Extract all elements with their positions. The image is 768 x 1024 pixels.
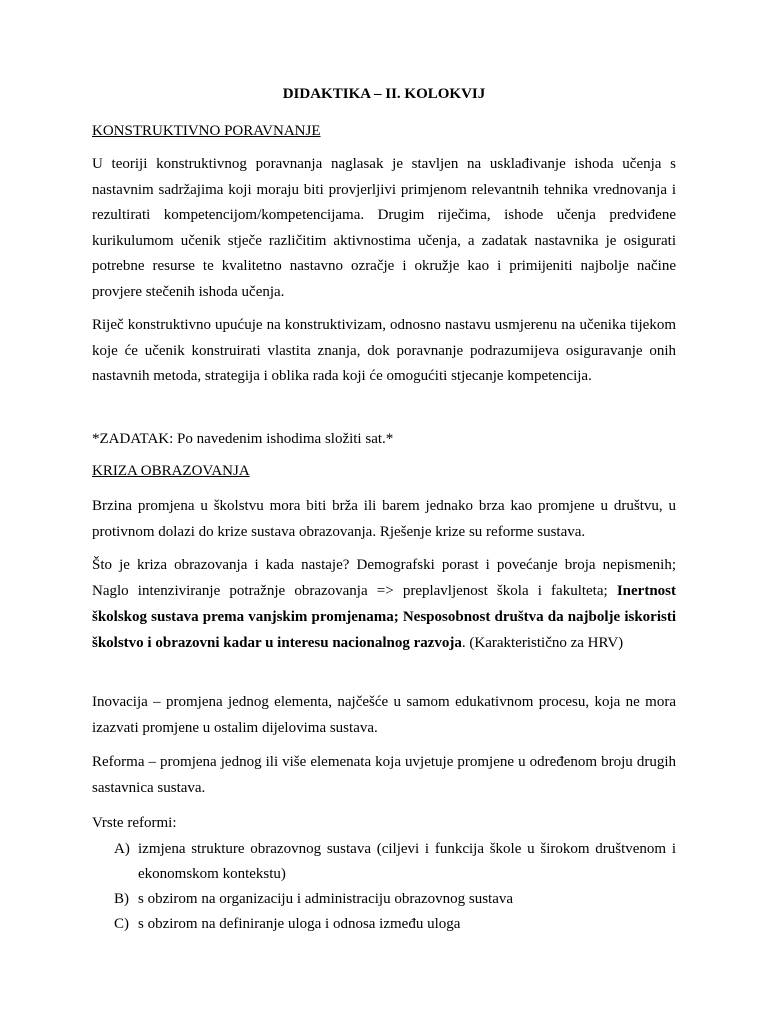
- paragraph-konstruktivno-poravnanje-1: U teoriji konstruktivnog poravnanja naglasak je stavljen na usklađivanje ishoda učenja s nastavnim sadržajima koji moraju biti provjerljivi primjenom relevantnih tehnika vrednovanja i rezultirati kompetencijom/kompetencijama. Drugim riječima, ishode učenja predviđene kurikulumom učenik stječe različitim aktivnostima učenja, a zadatak nastavnika je osigurati potrebne resurse te kvalitetno nastavno ozračje i okružje kao i primijeniti najbolje načine provjere stečenih ishoda učenja.: [92, 156, 676, 300]
- task-note: *ZADATAK: Po navedenim ishodima složiti sat.*: [92, 431, 394, 447]
- paragraph-kriza-2: [92, 552, 676, 656]
- paragraph-kriza-2-emphasis: Inertnost školskog sustava prema vanjskim promjenama; Nesposobnost društva da najbolje iskoristi školstvo i obrazovni kadar u interesu nacionalnog razvoja: [92, 583, 676, 651]
- paragraph-konstruktivno-poravnanje-2: Riječ konstruktivno upućuje na konstruktivizam, odnosno nastavu usmjerenu na učenika tijekom koje će učenik konstruirati vlastita znanja, dok poravnanje podrazumijeva osiguravanje onih nastavnih metoda, strategija i oblika rada koji će omogućiti stjecanje kompetencija.: [92, 317, 676, 384]
- document-title: DIDAKTIKA – II. KOLOKVIJ: [282, 86, 486, 102]
- list-item: [92, 912, 676, 937]
- list-item-marker: A): [114, 841, 130, 857]
- list-item-text: izmjena strukture obrazovnog sustava (ciljevi i funkcija škole u širokom društvenom i ekonomskom kontekstu): [138, 841, 676, 882]
- paragraph-kriza-2-intro: Što je kriza obrazovanja i kada nastaje? Demografski porast i povećanje broja nepismenih; Naglo intenziviranje potražnje obrazovanja => preplavljenost škola i fakulteta;: [92, 557, 676, 599]
- list-item-text: s obzirom na definiranje uloga i odnosa između uloga: [138, 916, 461, 932]
- paragraph-inovacija: Inovacija – promjena jednog elementa, najčešće u samom edukativnom procesu, koja ne mora izazvati promjene u ostalim dijelovima sustava.: [92, 694, 676, 736]
- section-heading-kriza-obrazovanja: KRIZA OBRAZOVANJA: [92, 463, 250, 479]
- list-item-marker: B): [114, 891, 129, 907]
- paragraph-kriza-2-end: . (Karakteristično za HRV): [461, 635, 624, 651]
- list-item: [92, 837, 676, 887]
- paragraph-reforma: Reforma – promjena jednog ili više elemenata koja uvjetuje promjene u određenom broju drugih sastavnica sustava.: [92, 754, 676, 796]
- reform-types-list: [92, 837, 676, 937]
- reform-types-intro: Vrste reformi:: [92, 815, 177, 831]
- section-heading-konstruktivno-poravnanje: KONSTRUKTIVNO PORAVNANJE: [92, 123, 321, 139]
- list-item-marker: C): [114, 916, 129, 932]
- paragraph-kriza-1: Brzina promjena u školstvu mora biti brža ili barem jednako brza kao promjene u društvu, u protivnom dolazi do krize sustava obrazovanja. Rješenje krize su reforme sustava.: [92, 498, 676, 540]
- list-item-text: s obzirom na organizaciju i administraciju obrazovnog sustava: [138, 891, 514, 907]
- list-item: [92, 887, 676, 912]
